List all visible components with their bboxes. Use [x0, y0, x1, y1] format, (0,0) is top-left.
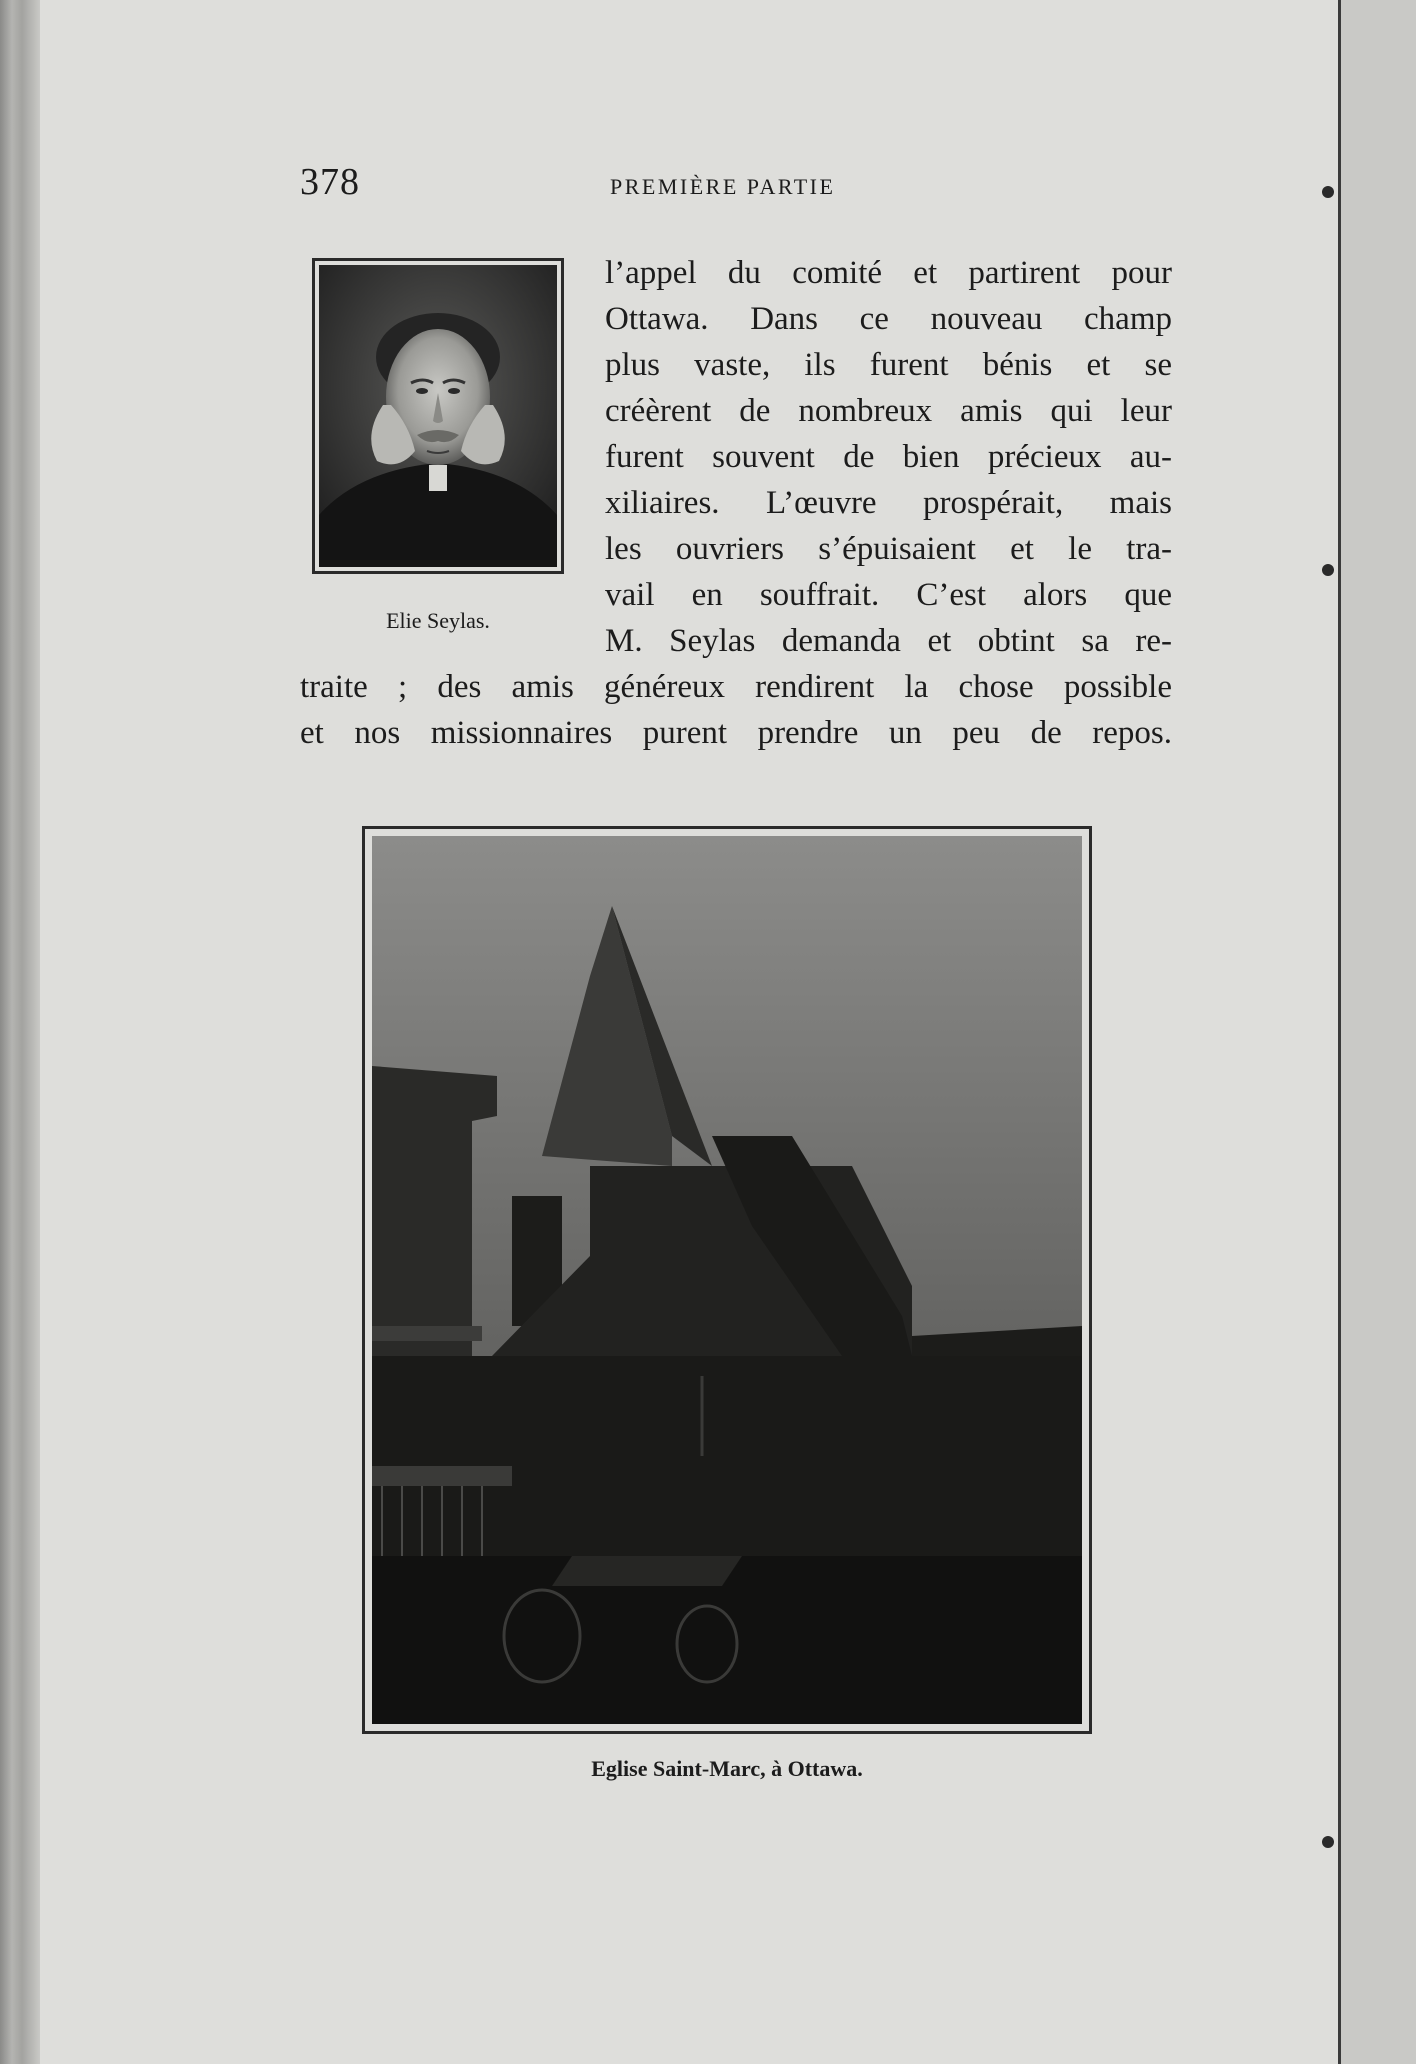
text-line: furent souvent de bien précieux au- — [605, 439, 1172, 475]
text-line: xiliaires. L’œuvre prospérait, mais — [605, 485, 1172, 521]
portrait-caption: Elie Seylas. — [386, 608, 490, 633]
page-number: 378 — [300, 161, 360, 203]
text-line: plus vaste, ils furent bénis et se — [605, 347, 1172, 383]
edge-mark — [1322, 186, 1334, 198]
text-line: créèrent de nombreux amis qui leur — [605, 393, 1172, 429]
text-line: l’appel du comité et partirent pour — [605, 255, 1172, 291]
book-binding — [0, 0, 40, 2064]
body-paragraph — [300, 250, 1172, 756]
text-line: traite ; des amis généreux rendirent la chose possible — [300, 669, 1172, 705]
text-line: Ottawa. Dans ce nouveau champ — [605, 301, 1172, 337]
text-line: les ouvriers s’épuisaient et le tra- — [605, 531, 1172, 567]
text-line: M. Seylas demanda et obtint sa re- — [605, 623, 1172, 659]
page-edge-line — [1338, 0, 1341, 2064]
photo-caption: Eglise Saint-Marc, à Ottawa. — [591, 1756, 863, 1781]
edge-mark — [1322, 1836, 1334, 1848]
edge-mark — [1322, 564, 1334, 576]
church-illustration — [372, 836, 1082, 1724]
running-head — [300, 160, 1300, 210]
facing-page-edge — [1338, 0, 1416, 2064]
church-photo-icon — [362, 826, 1092, 1734]
text-line: et nos missionnaires purent prendre un peu de repos. — [300, 715, 1172, 751]
text-line: vail en souffrait. C’est alors que — [605, 577, 1172, 613]
running-head-title: PREMIÈRE PARTIE — [610, 174, 836, 199]
